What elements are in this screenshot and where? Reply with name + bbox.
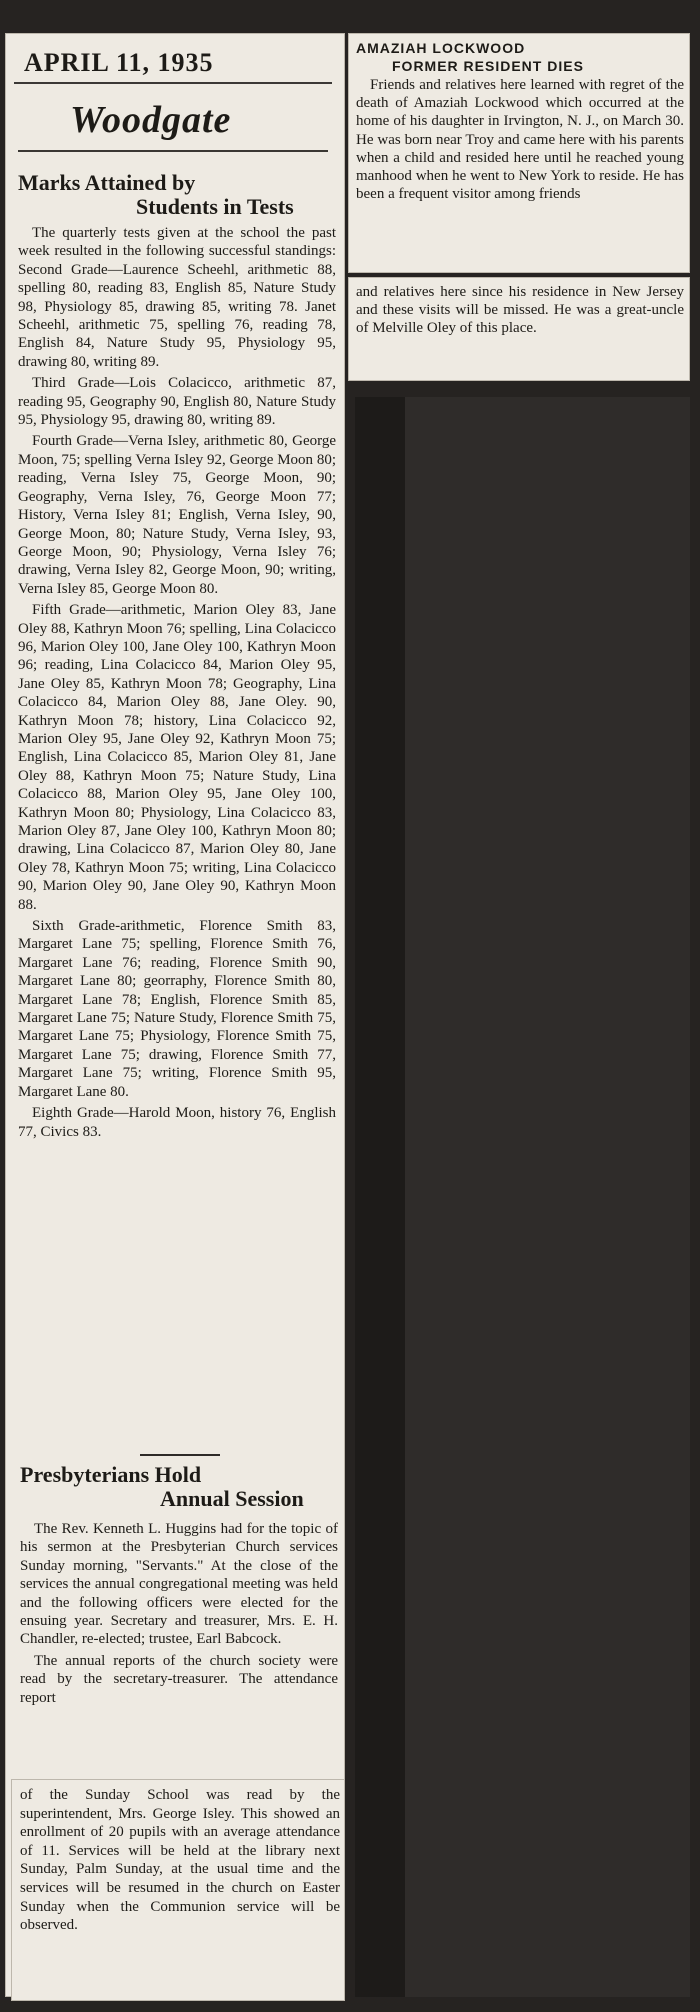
- obituary-paragraph: Friends and relatives here learned with regret of the death of Amaziah Lockwood which occurred at the home of his daughter in Irvington, N. J., on March 30. He was born near Troy and came here with his parents when a child and resided here until he reached young manhood when he went to New York to reside. He has been a frequent visitor among friends: [356, 77, 684, 203]
- headline-marks-line1: Marks Attained by: [18, 170, 196, 195]
- marks-paragraph: Fourth Grade—Verna Isley, arithmetic 80, George Moon, 75; spelling Verna Isley 92, George Moon 80; reading, Verna Isley 75, George Moon, 90; Geography, Verna Isley, 76, George Moon 77; History, Verna Isley 81; English, Verna Isley, 90, George Moon, 80; Nature Study, Verna Isley, 93, George Moon, 90; Physiology, Verna Isley 76; drawing, Verna Isley 82, George Moon, 90; writing, Verna Isley 85, George Moon 80.: [18, 433, 336, 597]
- presbyterians-paragraph: The Rev. Kenneth L. Huggins had for the topic of his sermon at the Presbyterian Church services Sunday morning, "Servants." At the close of the services the annual congregational meeting was held and the following officers were elected for the ensuing year. Secretary and treasurer, Mrs. E. H. Chandler, re-elected; trustee, Earl Babcock.: [20, 1521, 338, 1648]
- marks-paragraph: The quarterly tests given at the school the past week resulted in the following successful standings: Second Grade—Laurence Scheehl, arithmetic 88, spelling 80, reading 83, English 85, Nature Study 98, Physiology 85, drawing 85, writing 78. Janet Scheehl, arithmetic 75, spelling 76, reading 78, English 84, Nature Study 95, Physiology 95, drawing 80, writing 89.: [18, 225, 336, 370]
- masthead: Woodgate: [70, 99, 232, 141]
- presbyterians-paragraph: The annual reports of the church society were read by the secretary-treasurer. The attendance report: [20, 1652, 338, 1706]
- marks-paragraph: Sixth Grade-arithmetic, Florence Smith 83, Margaret Lane 75; spelling, Florence Smith 76, Margaret Lane 76; reading, Florence Smith 90, Margaret Lane 80; georraphy, Florence Smith 80, Margaret Lane 78; English, Florence Smith 85, Margaret Lane 75; Nature Study, Florence Smith 75, Margaret Lane 75; Physiology, Florence Smith 75, Margaret Lane 75; drawing, Florence Smith 77, Margaret Lane 75; writing, Florence Smith 95, Margaret Lane 80.: [18, 918, 336, 1100]
- headline-presbyterians-line1: Presbyterians Hold: [20, 1462, 202, 1487]
- date-rule: [14, 82, 332, 84]
- sunday-school-continuation: of the Sunday School was read by the superintendent, Mrs. George Isley. This showed an enrollment of 20 pupils with an average attendance of 11. Services will be held at the library next Sunday, Palm Sunday, at the usual time and the services will be resumed in the church on Easter Sunday when the Communion service will be observed.: [20, 1787, 340, 1934]
- section-rule: [140, 1454, 220, 1456]
- headline-presbyterians-line2: Annual Session: [160, 1486, 304, 1511]
- obituary-body: [356, 76, 684, 203]
- obituary-title: AMAZIAH LOCKWOOD: [356, 40, 526, 56]
- obituary-continuation: and relatives here since his residence in New Jersey and these visits will be missed. He was a great-uncle of Melville Oley of this place.: [356, 284, 684, 337]
- dark-background-panel: [355, 397, 690, 1997]
- marks-paragraph: Third Grade—Lois Colacicco, arithmetic 87, reading 95, Geography 90, English 80, Nature Study 95, Physiology 95, drawing 80, writing 89.: [18, 375, 336, 429]
- article-presbyterians-body: [20, 1520, 338, 1710]
- masthead-rule: [18, 150, 328, 152]
- obituary-subtitle: FORMER RESIDENT DIES: [392, 58, 584, 74]
- date-line: APRIL 11, 1935: [24, 48, 214, 77]
- marks-paragraph: Fifth Grade—arithmetic, Marion Oley 83, Jane Oley 88, Kathryn Moon 76; spelling, Lina Colacicco 96, Marion Oley 100, Jane Oley 100, Kathryn Moon 96; reading, Lina Colacicco 84, Marion Oley 95, Jane Oley 85, Kathryn Moon 78; Geography, Lina Colacicco 84, Marion Oley 88, Jane Oley. 90, Kathryn Moon 78; history, Lina Colacicco 92, Marion Oley 95, Jane Oley 92, Kathryn Moon 75; English, Lina Colacicco 85, Marion Oley 81, Jane Oley 88, Kathryn Moon 75; Nature Study, Lina Colacicco 88, Marion Oley 95, Jane Oley 100, Kathryn Moon 80; Physiology, Lina Colacicco 83, Marion Oley 87, Jane Oley 100, Kathryn Moon 80; drawing, Lina Colacicco 87, Marion Oley 80, Jane Oley 78, Kathryn Moon 75; writing, Lina Colacicco 90, Marion Oley 90, Jane Oley 90, Kathryn Moon 88.: [18, 602, 336, 913]
- marks-paragraph: Eighth Grade—Harold Moon, history 76, English 77, Civics 83.: [18, 1105, 336, 1140]
- article-marks-body: [18, 224, 336, 1144]
- headline-marks-line2: Students in Tests: [136, 194, 294, 219]
